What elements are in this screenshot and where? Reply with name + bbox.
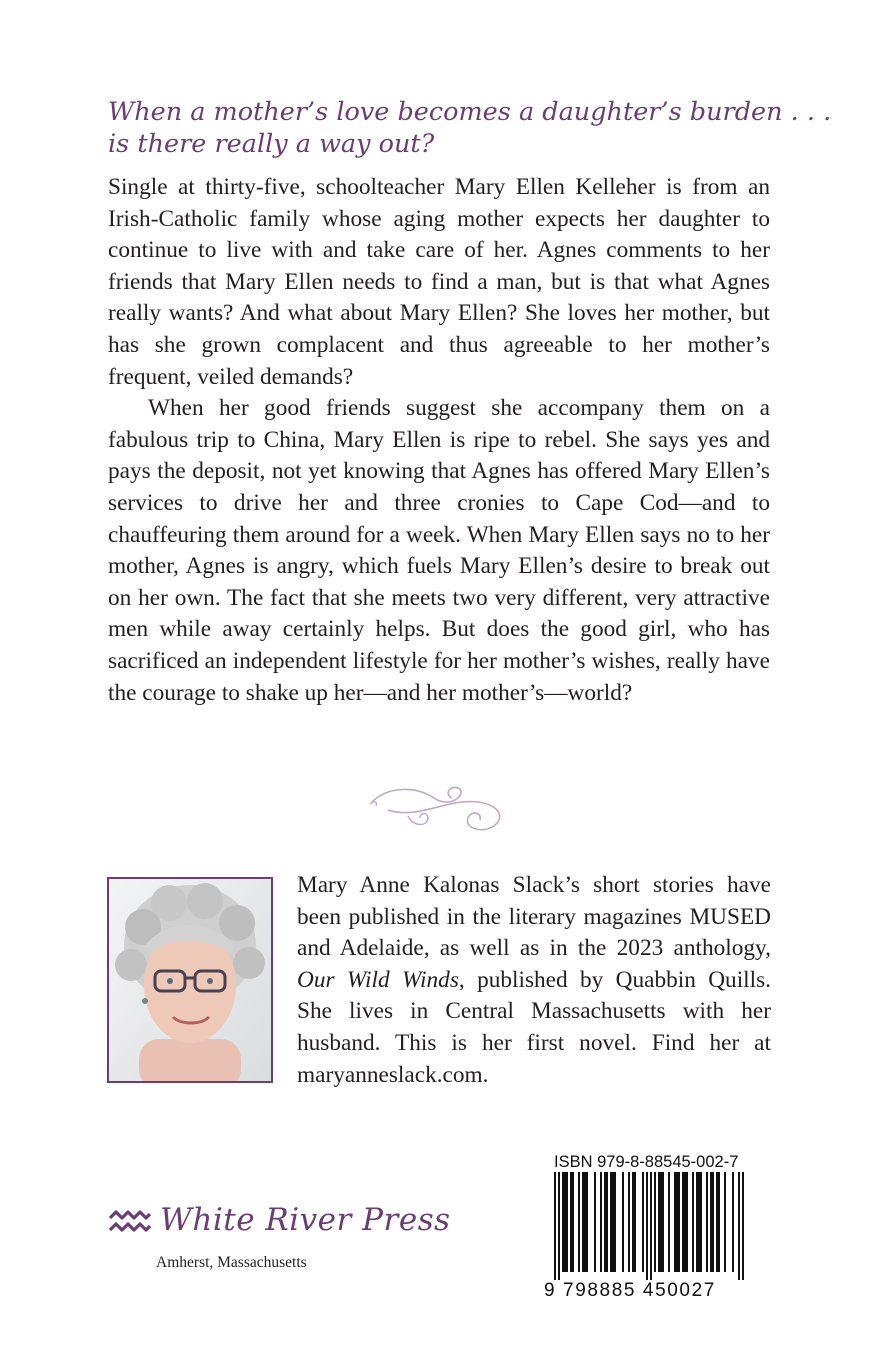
- author-bio: [297, 870, 771, 1091]
- barcode-bar: [582, 1172, 584, 1272]
- isbn-label: ISBN 979-8-88545-002-7: [554, 1153, 739, 1171]
- publisher-name: White River Press: [160, 1202, 451, 1238]
- blurb-paragraph-2: When her good friends suggest she accompany them on a fabulous trip to China, Mary Ellen is ripe to rebel. She says yes and pays the deposit, not yet knowing that Agnes has offered Mary Ellen’s services to drive her and three cronies to Cape Cod—and to chauffeuring them around for a week. When Mary Ellen says no to her mother, Agnes is angry, which fuels Mary Ellen’s desire to break out on her own. The fact that she meets two very different, very attractive men while away certainly helps. But does the good girl, who has sacrificed an independent lifestyle for her mother’s wishes, really have the courage to shake up her—and her mother’s—world?: [108, 395, 770, 706]
- barcode-bar: [696, 1172, 698, 1272]
- barcode-bar: [604, 1172, 606, 1272]
- anthology-title: Our Wild Winds: [297, 966, 459, 993]
- barcode-bar: [712, 1172, 714, 1272]
- tagline: [108, 96, 832, 160]
- barcode-bar: [612, 1172, 614, 1272]
- barcode-icon: [554, 1172, 760, 1280]
- publisher-location: Amherst, Massachusetts: [156, 1254, 307, 1271]
- author-bio-text-2: , published by Quabbin Quills. She lives in Central Massachusetts with her husband. This is her first novel. Find her at maryanneslack.com.: [297, 966, 772, 1088]
- barcode-bar: [632, 1172, 634, 1272]
- barcode-bar: [710, 1172, 712, 1272]
- barcode-bar: [554, 1172, 556, 1280]
- barcode-bar: [578, 1172, 580, 1272]
- barcode-bar: [586, 1172, 588, 1272]
- barcode-bar: [706, 1172, 708, 1272]
- barcode-bar: [682, 1172, 684, 1272]
- barcode-bar: [738, 1172, 740, 1280]
- blurb-paragraph-1: Single at thirty-five, schoolteacher Mary Ellen Kelleher is from an Irish-Catholic family whose aging mother expects her daughter to continue to live with and take care of her. Agnes comments to her friends that Mary Ellen needs to find a man, but is that what Agnes really wants? And what about Mary Ellen? She loves her mother, but has she grown complacent and thus agreeable to her mother’s frequent, veiled demands?: [108, 174, 770, 390]
- water-waves-icon: [108, 1210, 152, 1236]
- barcode-bar: [570, 1172, 572, 1272]
- barcode-bar: [646, 1172, 648, 1280]
- barcode-bar: [572, 1172, 574, 1272]
- barcode-bar: [562, 1172, 564, 1272]
- barcode-bar: [606, 1172, 608, 1272]
- barcode-bar: [674, 1172, 676, 1272]
- tagline-line-1: When a mother’s love becomes a daughter’s burden . . .: [108, 97, 832, 127]
- barcode-bar: [610, 1172, 612, 1272]
- barcode-bar: [732, 1172, 734, 1272]
- barcode-bar: [614, 1172, 616, 1272]
- barcode-bar: [724, 1172, 726, 1272]
- barcode-bar: [558, 1172, 560, 1280]
- publisher-logo: [108, 1200, 468, 1290]
- barcode-bar: [686, 1172, 688, 1272]
- tagline-line-2: is there really a way out?: [108, 129, 435, 159]
- barcode-bar: [700, 1172, 702, 1272]
- barcode-bar: [634, 1172, 636, 1272]
- barcode-bar: [642, 1172, 644, 1272]
- author-bio-text-1: Mary Anne Kalonas Slack’s short stories have been published in the literary magazines MUSED and Adelaide, as well as in the 2023 anthology,: [297, 872, 771, 962]
- barcode-bar: [658, 1172, 660, 1272]
- barcode-bar: [716, 1172, 718, 1272]
- barcode-bar: [698, 1172, 700, 1272]
- barcode-bar: [678, 1172, 680, 1272]
- barcode-bar: [684, 1172, 686, 1272]
- isbn-digits: 9 798885 450027: [544, 1280, 716, 1301]
- barcode-bar: [650, 1172, 652, 1280]
- barcode-bar: [584, 1172, 586, 1272]
- barcode-bar: [564, 1172, 566, 1272]
- barcode-bar: [628, 1172, 630, 1272]
- barcode-bar: [662, 1172, 664, 1272]
- barcode-bar: [742, 1172, 744, 1280]
- barcode-bar: [676, 1172, 678, 1272]
- barcode-bar: [594, 1172, 596, 1272]
- barcode-bar: [600, 1172, 602, 1272]
- barcode-bar: [718, 1172, 720, 1272]
- barcode-bar: [566, 1172, 568, 1272]
- author-photo: [107, 877, 273, 1083]
- isbn-barcode-block: [540, 1148, 772, 1308]
- flourish-ornament-icon: [368, 780, 510, 834]
- barcode-bar: [692, 1172, 694, 1272]
- barcode-bar: [668, 1172, 670, 1272]
- book-blurb: [108, 172, 770, 709]
- barcode-bar: [622, 1172, 624, 1272]
- barcode-bar: [660, 1172, 662, 1272]
- barcode-bar: [654, 1172, 656, 1272]
